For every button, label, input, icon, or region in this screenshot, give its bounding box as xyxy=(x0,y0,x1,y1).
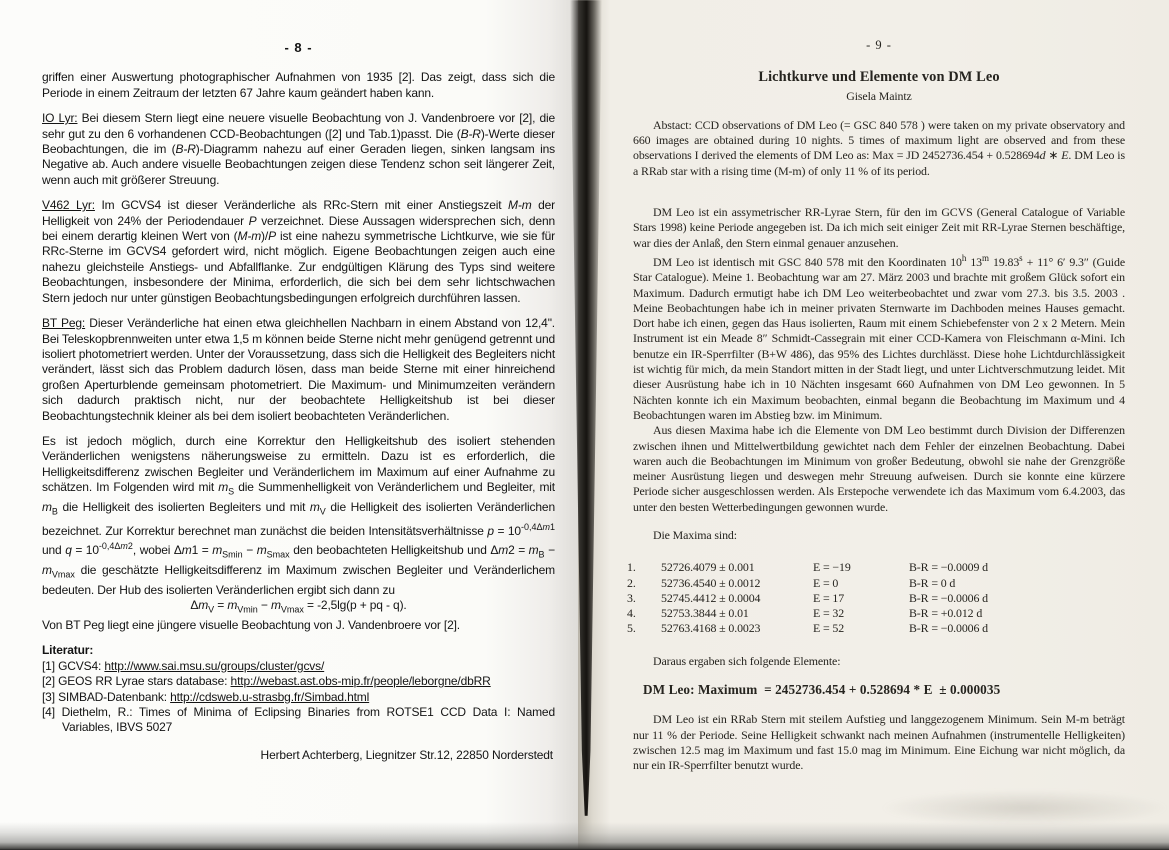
paragraph-korrektur: Es ist jedoch möglich, durch eine Korrektur den Helligkeitshub des isoliert stehenden Veränderlichen wenigstens näherungsweise zu ermitteln. Dazu ist es erforderlich, die Helligkeitsdifferenz zwischen Begleiter und Veränderlichem im Maximum auf einer Aufnahme zu schätzen. Im Folgenden wird mit $m_S$ die Summenhelligkeit von Veränderlichem und Begleiter, mit $m_B$ die Helligkeit des isolierten Begleiters und mit $m_V$ die Helligkeit des isolierten Veränderlichen bezeichnet. Zur Korrektur berechnet man zunächst die beiden Intensitätsverhältnisse $p = 10^{-0,4\Delta m1}$ und $q = 10^{-0,4\Delta m2}$, wobei $\Delta m1 = m_{Smin} - m_{Smax}$ den beobachteten Helligkeitshub und $\Delta m2 = m_B - m_{Vmax}$ die geschätzte Helligkeitsdifferenz im Maximum zwischen Begleiter und Veränderlichem bedeuten. Der Hub des isolierten Veränderlichen ergibt sich dann zu xyxy=(42,433,556,597)
reference-3: [3] SIMBAD-Datenbank: http://cdsweb.u-strasbg.fr/Simbad.html xyxy=(42,689,370,704)
row-number: 5. xyxy=(627,621,636,636)
max-time: 52753.3844 ± 0.01 xyxy=(661,606,749,621)
article-title: Lichtkurve und Elemente von DM Leo xyxy=(758,69,1000,86)
page-8-sheet xyxy=(0,0,578,850)
epoch: E = 17 xyxy=(813,590,845,605)
row-number: 4. xyxy=(627,606,636,621)
maxima-table xyxy=(627,560,1125,636)
paragraph-io-lyr: IO Lyr: Bei diesem Stern liegt eine neuere visuelle Beobachtung von J. Vandenbroere vor [2], die sehr gut zu den 6 vorhandenen CCD-Beobachtungen ([2] und Tab.1)passt. Die (B-R)-Werte dieser Beobachtungen, die im (B-R)-Diagramm nahezu auf einer Geraden liegen, sinken langsam ins Negative ab. Auch andere visuelle Beobachtungen zeigen diese Tendenz schon seit längerer Zeit, wenn auch mit größerer Streuung. xyxy=(42,111,556,187)
maxima-row xyxy=(627,621,1125,636)
epoch: E = −19 xyxy=(813,560,851,575)
elements-intro: Daraus ergaben sich folgende Elemente: xyxy=(653,653,841,668)
author-signature: Herbert Achterberg, Liegnitzer Str.12, 22850 Norderstedt xyxy=(260,747,553,762)
epoch: E = 52 xyxy=(813,621,845,636)
paragraph-intro: DM Leo ist ein assymetrischer RR-Lyrae Stern, für den im GCVS (General Catalogue of Variable Stars 1998) keine Periode angegeben ist. Da ich mich seit einiger Zeit mit RR-Lyrae Sternen beschäftige, war dies der Anlaß, den Stern einmal genauer anzusehen. xyxy=(633,205,1125,250)
abstract-paragraph: Abstact: CCD observations of DM Leo (= GSC 840 578 ) were taken on my private observatory and 660 images are obtained during 10 nights. 5 times of maximum light are observed and from these observations I derived the elements of DM Leo as: Max = JD 2452736.454 + 0.528694d ∗ E. DM Leo is a RRab star with a rising time (M-m) of only 11 % of its period. xyxy=(633,117,1125,178)
maxima-row xyxy=(627,591,1125,606)
reference-4: [4] Diethelm, R.: Times of Minima of Eclipsing Binaries from ROTSE1 CCD Data I: Named Variables, IBVS 5027 xyxy=(42,704,555,735)
paper-crease-shadow xyxy=(880,790,1169,826)
maxima-row xyxy=(627,576,1125,591)
paragraph-bt-peg: BT Peg: Dieser Veränderliche hat einen etwa gleichhellen Nachbarn in einem Abstand von 12,4". Bei Teleskopbrennweiten unter etwa 1,5 m können beide Sterne nicht mehr genügend getrennt und isoliert photometriert werden. Unter der Voraussetzung, dass sich die Helligkeit des Begleiters nicht verändert, lässt sich das Problem dadurch lösen, dass man beide Sterne mit einer hinreichend großen Aperturblende gemeinsam photometriert. Die Maximum- und Minimumzeiten verändern sich dadurch praktisch nicht, nur der beobachtete Helligkeitshub ist bei dieser Beobachtungstechnik kleiner als bei dem isoliert beobachteten Veränderlichen. xyxy=(42,316,555,423)
epoch: E = 32 xyxy=(813,606,845,621)
paragraph-von-bt-peg: Von BT Peg liegt eine jüngere visuelle Beobachtung von J. Vandenbroere vor [2]. xyxy=(42,617,460,632)
page-9-text-column xyxy=(627,38,1125,785)
maxima-intro: Die Maxima sind: xyxy=(653,527,737,542)
row-number: 3. xyxy=(627,590,636,605)
epoch: E = 0 xyxy=(813,575,839,590)
row-number: 2. xyxy=(627,575,636,590)
b-minus-r: B-R = 0 d xyxy=(909,575,956,590)
max-time: 52763.4168 ± 0.0023 xyxy=(661,621,761,636)
b-minus-r: B-R = −0.0006 d xyxy=(909,590,988,605)
reference-2: [2] GEOS RR Lyrae stars database: http://webast.ast.obs-mip.fr/people/leborgne/dbRR xyxy=(42,674,491,689)
b-minus-r: B-R = −0.0006 d xyxy=(909,621,988,636)
paragraph-elements-derivation: Aus diesen Maxima habe ich die Elemente von DM Leo bestimmt durch Division der Differenzen zwischen ihnen und Mittelwertbildung gewichtet nach dem Fehler der einzelnen Beobachtung. Dabei waren auch die Beobachtungen im Minimum von großer Bedeutung, obwohl sie nahe der Grenzgröße meiner Ausrüstung liegen und deswegen mehr Streuung aufweisen. Durch sie konnte eine kürzere Periode sicher ausgeschlossen werden. Als Erstepoche verwendete ich das Maximum vom 6.4.2003, das unter den besten Wetterbedingungen gewonnen wurde. xyxy=(633,423,1125,514)
scanner-edge-shadow xyxy=(0,822,1169,850)
max-time: 52745.4412 ± 0.0004 xyxy=(661,590,761,605)
reference-1: [1] GCVS4: http://www.sai.msu.su/groups/cluster/gcvs/ xyxy=(42,658,325,673)
row-number: 1. xyxy=(627,560,636,575)
maxima-row xyxy=(627,560,1125,575)
max-time: 52736.4540 ± 0.0012 xyxy=(661,575,761,590)
max-time: 52726.4079 ± 0.001 xyxy=(661,560,755,575)
page-8-text-column xyxy=(42,40,555,763)
article-author: Gisela Maintz xyxy=(846,88,912,103)
magnitude-formula: $\Delta m_V = m_{Vmin} - m_{Vmax} = -2,5\lg(p$ + pq - q). xyxy=(190,598,407,615)
literatur-heading: Literatur: xyxy=(42,643,94,658)
page-number-left: - 8 - xyxy=(284,40,313,55)
paragraph-continuation: griffen einer Auswertung photographischer Aufnahmen von 1935 [2]. Das zeigt, dass sich die Periode in einem Zeitraum der letzten 67 Jahre kaum geändert haben kann. xyxy=(42,70,555,100)
b-minus-r: B-R = −0.0009 d xyxy=(909,560,988,575)
page-number-right: - 9 - xyxy=(866,38,892,52)
maxima-row xyxy=(627,606,1125,621)
paragraph-v462-lyr: V462 Lyr: Im GCVS4 ist dieser Veränderliche als RRc-Stern mit einer Anstiegszeit M-m der Helligkeit von 24% der Periodendauer P verzeichnet. Diese Aussagen widersprechen sich, denn bei einem derartig kleinen Wert von (M-m)/P ist eine nahezu symmetrische Lichtkurve, wie sie für RRc-Sterne im GCVS4 gefordert wird, nicht möglich. Eigene Beobachtungen zeigen auch eine nahezu gleichsteile Anstiegs- und Abfallflanke. Zur endgültigen Klärung des Typs sind weitere Beobachtungen, insbesondere der Minima, erforderlich, die sich bei dem sehr lichtschwachen Stern jedoch nur unter günstigen Beobachtungsbedingungen erfolgreich durchführen lassen. xyxy=(42,198,555,305)
paragraph-observations: DM Leo ist identisch mit GSC 840 578 mit den Koordinaten 10$^h$ 13$^m$ $19.83^s + 11^\circ$ 6′ 9.3″ (Guide Star Catalogue). Meine 1. Beobachtung war am 27. März 2003 und brachte mit großem Glück sofort ein Maximum. Dadurch ermutigt habe ich DM Leo weiterbeobachtet und zwar vom 27.3. bis 3.5. 2003 . Meine Beobachtungen habe ich in meiner privaten Sternwarte im Dachboden meines Hauses gemacht. Dort habe ich einen, gegen das Haus isolierten, Raum mit einem Schiebefenster von 2 x 2 Metern. Mein Instrument ist ein Meade 8″ Schmidt-Cassegrain mit einer CCD-Kamera von Fleischmann α-Mini. Ich benutze ein IR-Sperrfilter (B+W 486), das 95% des Lichtes durchlässt. Diese hohe Lichtdurchlässigkeit ist wichtig für mich, da mein Standort mitten in der Stadt liegt, und unter Lichtverschmutzung leidet. Mit dieser Ausrüstung habe ich in 10 Nächten insgesamt 660 Aufnahmen von DM Leo gewonnen. In 5 Nächten konnte ich ein Maximum beobachten, einmal begann die Beobachtung im Maximum und 4 Beobachtungen waren im Abstieg bzw. im Minimum. xyxy=(633,252,1125,422)
closing-paragraph: DM Leo ist ein RRab Stern mit steilem Aufstieg und langgezogenem Minimum. Sein M-m beträgt nur 11 % der Periode. Seine Helligkeit schwankt nach meinen Aufnahmen (instrumentelle Helligkeiten) zwischen 12.5 mag im Maximum und fast 15.0 mag im Minimum. Eine Eichung war nicht möglich, da nur ein IR-Sperrfilter benutzt wurde. xyxy=(633,712,1125,773)
elements-formula: DM Leo: Maximum = 2452736.454 + 0.528694 * E ± 0.000035 xyxy=(643,682,1001,698)
b-minus-r: B-R = +0.012 d xyxy=(909,606,983,621)
